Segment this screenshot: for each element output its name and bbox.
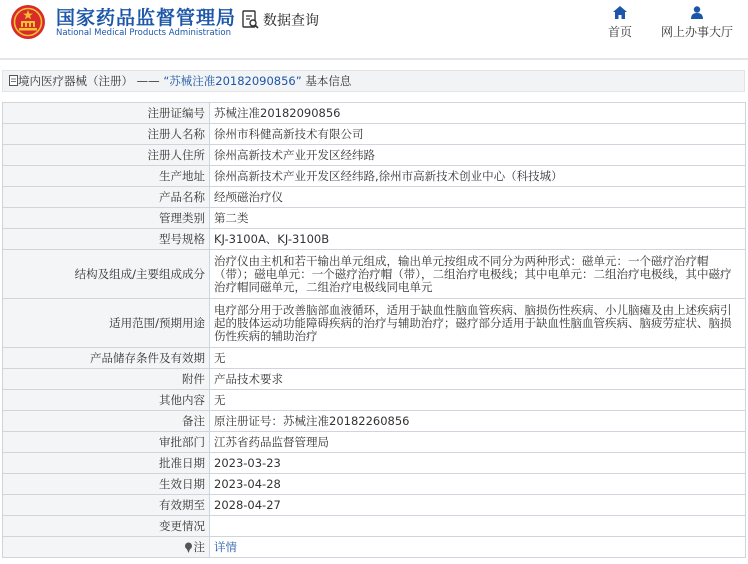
field-value: 江苏省药品监督管理局 (210, 432, 746, 453)
field-value: 无 (210, 348, 746, 369)
field-label: 适用范围/预期用途 (3, 299, 210, 348)
table-row (3, 348, 746, 369)
field-value: 2023-03-23 (210, 453, 746, 474)
table-row (3, 411, 746, 432)
field-value: KJ-3100A、KJ-3100B (210, 229, 746, 250)
field-label: 型号规格 (3, 229, 210, 250)
data-query-link[interactable] (242, 10, 319, 30)
field-value: 第二类 (210, 208, 746, 229)
field-label: 附件 (3, 369, 210, 390)
table-row (3, 124, 746, 145)
field-label: 生效日期 (3, 474, 210, 495)
field-label: 注册证编号 (3, 103, 210, 124)
field-value: 产品技术要求 (210, 369, 746, 390)
field-label: 批准日期 (3, 453, 210, 474)
user-icon (690, 6, 704, 19)
table-row (3, 250, 746, 299)
table-row (3, 516, 746, 537)
table-row (3, 103, 746, 124)
field-label: 生产地址 (3, 166, 210, 187)
header-divider (0, 58, 748, 60)
document-icon (9, 75, 18, 86)
table-row (3, 453, 746, 474)
nav-online-service[interactable] (656, 6, 738, 40)
breadcrumb-suffix: 基本信息 (301, 74, 352, 88)
pin-icon (184, 542, 193, 553)
note-value-cell (210, 537, 746, 558)
breadcrumb-separator: —— (133, 74, 164, 88)
national-emblem-icon[interactable] (10, 4, 46, 40)
field-label: 产品名称 (3, 187, 210, 208)
table-row (3, 495, 746, 516)
breadcrumb-record-id: “苏械注准20182090856” (163, 74, 302, 88)
breadcrumb (2, 70, 745, 92)
table-row (3, 187, 746, 208)
field-label: 变更情况 (3, 516, 210, 537)
field-value: 电疗部分用于改善脑部血液循环，适用于缺血性脑血管疾病、脑损伤性疾病、小儿脑瘫及由上述疾病引起的肢体运动功能障碍疾病的治疗与辅助治疗；磁疗部分适用于缺血性脑血管疾病、脑疲劳症状、脑损伤性疾病的辅助治疗 (210, 299, 746, 348)
field-value: 2023-04-28 (210, 474, 746, 495)
table-row (3, 145, 746, 166)
field-label: 注册人名称 (3, 124, 210, 145)
table-row (3, 299, 746, 348)
table-row (3, 390, 746, 411)
field-label: 其他内容 (3, 390, 210, 411)
table-row (3, 537, 746, 558)
field-label: 审批部门 (3, 432, 210, 453)
table-row (3, 166, 746, 187)
field-value (210, 516, 746, 537)
site-title[interactable]: 国家药品监督管理局 (56, 7, 237, 29)
data-query-icon (242, 10, 260, 30)
field-value: 经颅磁治疗仪 (210, 187, 746, 208)
registration-info-table (2, 102, 746, 558)
table-row (3, 432, 746, 453)
nav-online-service-label: 网上办事大厅 (660, 25, 733, 39)
table-row (3, 229, 746, 250)
field-label: 备注 (3, 411, 210, 432)
table-row (3, 369, 746, 390)
field-value: 2028-04-27 (210, 495, 746, 516)
home-icon (613, 6, 627, 19)
field-value: 徐州市科健高新技术有限公司 (210, 124, 746, 145)
field-label: 结构及组成/主要组成成分 (3, 250, 210, 299)
data-query-label: 数据查询 (263, 13, 319, 29)
breadcrumb-category[interactable]: 境内医疗器械（注册） (18, 74, 133, 88)
site-header (0, 0, 748, 58)
nav-home[interactable] (604, 6, 636, 40)
details-link[interactable]: 详情 (214, 539, 237, 554)
field-value: 治疗仪由主机和若干输出单元组成，输出单元按组成不同分为两种形式：磁单元：一个磁疗治疗帽（带）；磁电单元：一个磁疗治疗帽（带），二组治疗电极线；其中电单元：二组治疗电极线，其中磁疗治疗帽同磁单元，二组治疗电极线同电单元 (210, 250, 746, 299)
field-value: 原注册证号：苏械注准20182260856 (210, 411, 746, 432)
field-value: 苏械注准20182090856 (210, 103, 746, 124)
field-label: 注册人住所 (3, 145, 210, 166)
field-value: 徐州高新技术产业开发区经纬路,徐州市高新技术创业中心（科技城） (210, 166, 746, 187)
note-label: 注 (193, 540, 205, 554)
field-value: 无 (210, 390, 746, 411)
field-label: 管理类别 (3, 208, 210, 229)
site-subtitle[interactable]: National Medical Products Administration (56, 28, 231, 38)
note-label-cell (3, 537, 210, 558)
field-value: 徐州高新技术产业开发区经纬路 (210, 145, 746, 166)
field-label: 有效期至 (3, 495, 210, 516)
nav-home-label: 首页 (607, 25, 632, 39)
table-row (3, 474, 746, 495)
field-label: 产品储存条件及有效期 (3, 348, 210, 369)
table-row (3, 208, 746, 229)
